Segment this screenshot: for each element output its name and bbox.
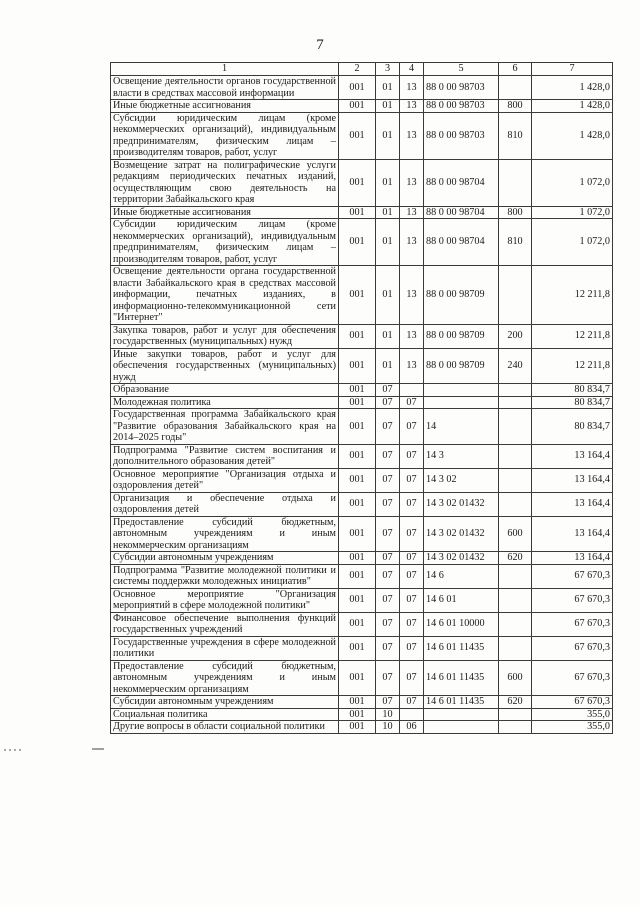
amount-cell: 1 428,0 [532,100,613,113]
amount-cell: 67 670,3 [532,564,613,588]
table-row [111,492,613,516]
target-article-cell [424,721,499,734]
column-header: 5 [424,63,499,76]
code-cell: 001 [339,396,376,409]
section-cell: 07 [376,612,400,636]
target-article-cell: 14 6 01 11435 [424,660,499,696]
target-article-cell: 14 3 02 01432 [424,516,499,552]
code-cell: 001 [339,348,376,384]
target-article-cell: 14 3 02 [424,468,499,492]
expense-type-cell: 800 [499,100,532,113]
table-row [111,396,613,409]
table-row [111,660,613,696]
table-row [111,159,613,206]
expense-type-cell [499,636,532,660]
target-article-cell: 88 0 00 98704 [424,219,499,266]
row-name-cell: Субсидии юридическим лицам (кроме некоммерческих организаций), индивидуальным предпринимателям, физическим лицам – производителям товаров, работ, услуг [111,112,339,159]
table-row [111,266,613,325]
code-cell: 001 [339,708,376,721]
expense-type-cell: 600 [499,516,532,552]
amount-cell: 80 834,7 [532,384,613,397]
code-cell: 001 [339,219,376,266]
amount-cell: 13 164,4 [532,492,613,516]
code-cell: 001 [339,721,376,734]
target-article-cell: 14 6 01 11435 [424,636,499,660]
subsection-cell: 07 [400,552,424,565]
table-row [111,552,613,565]
subsection-cell: 07 [400,516,424,552]
amount-cell: 1 428,0 [532,112,613,159]
subsection-cell: 13 [400,348,424,384]
section-cell: 01 [376,206,400,219]
expense-type-cell: 800 [499,206,532,219]
table-row [111,219,613,266]
code-cell: 001 [339,636,376,660]
amount-cell: 1 072,0 [532,159,613,206]
code-cell: 001 [339,516,376,552]
amount-cell: 12 211,8 [532,348,613,384]
target-article-cell [424,396,499,409]
section-cell: 07 [376,492,400,516]
table-row [111,348,613,384]
row-name-cell: Закупка товаров, работ и услуг для обеспечения государственных (муниципальных) нужд [111,324,339,348]
row-name-cell: Организация и обеспечение отдыха и оздоровления детей [111,492,339,516]
subsection-cell: 06 [400,721,424,734]
target-article-cell: 14 6 [424,564,499,588]
subsection-cell: 07 [400,612,424,636]
target-article-cell: 14 6 01 [424,588,499,612]
section-cell: 07 [376,552,400,565]
table-row [111,76,613,100]
scan-edge-marks [4,738,104,768]
section-cell: 07 [376,384,400,397]
row-name-cell: Финансовое обеспечение выполнения функций государственных учреждений [111,612,339,636]
amount-cell: 67 670,3 [532,636,613,660]
section-cell: 01 [376,348,400,384]
row-name-cell: Государственная программа Забайкальского края "Развитие образования Забайкальского края на 2014–2025 годы" [111,409,339,445]
row-name-cell: Основное мероприятие "Организация мероприятий в сфере молодежной политики" [111,588,339,612]
table-row [111,636,613,660]
section-cell: 07 [376,409,400,445]
table-row [111,696,613,709]
section-cell: 01 [376,266,400,325]
section-cell: 07 [376,660,400,696]
amount-cell: 13 164,4 [532,516,613,552]
section-cell: 07 [376,468,400,492]
expense-type-cell [499,396,532,409]
amount-cell: 67 670,3 [532,588,613,612]
subsection-cell: 07 [400,696,424,709]
row-name-cell: Субсидии автономным учреждениям [111,552,339,565]
code-cell: 001 [339,409,376,445]
expense-type-cell [499,492,532,516]
expense-type-cell [499,588,532,612]
target-article-cell: 88 0 00 98704 [424,159,499,206]
subsection-cell: 07 [400,588,424,612]
row-name-cell: Социальная политика [111,708,339,721]
section-cell: 01 [376,100,400,113]
column-header: 3 [376,63,400,76]
subsection-cell [400,708,424,721]
subsection-cell [400,384,424,397]
subsection-cell: 13 [400,219,424,266]
expense-type-cell: 620 [499,696,532,709]
expense-type-cell: 810 [499,112,532,159]
table-row [111,564,613,588]
table-row [111,588,613,612]
amount-cell: 67 670,3 [532,696,613,709]
amount-cell: 80 834,7 [532,409,613,445]
row-name-cell: Возмещение затрат на полиграфические услуги редакциям периодических печатных изданий, осуществляющим свою деятельность на территории Забайкальского края [111,159,339,206]
column-header: 6 [499,63,532,76]
section-cell: 07 [376,564,400,588]
subsection-cell: 13 [400,76,424,100]
table-row [111,324,613,348]
section-cell: 07 [376,516,400,552]
target-article-cell: 88 0 00 98709 [424,324,499,348]
row-name-cell: Предоставление субсидий бюджетным, автономным учреждениям и иным некоммерческим организациям [111,516,339,552]
expense-type-cell [499,444,532,468]
code-cell: 001 [339,384,376,397]
expense-type-cell [499,76,532,100]
section-cell: 01 [376,159,400,206]
amount-cell: 80 834,7 [532,396,613,409]
code-cell: 001 [339,552,376,565]
expense-type-cell [499,612,532,636]
expense-type-cell: 620 [499,552,532,565]
amount-cell: 67 670,3 [532,660,613,696]
row-name-cell: Государственные учреждения в сфере молодежной политики [111,636,339,660]
subsection-cell: 13 [400,324,424,348]
target-article-cell: 88 0 00 98703 [424,100,499,113]
table-row [111,409,613,445]
code-cell: 001 [339,564,376,588]
code-cell: 001 [339,100,376,113]
row-name-cell: Предоставление субсидий бюджетным, автономным учреждениям и иным некоммерческим организациям [111,660,339,696]
row-name-cell: Иные бюджетные ассигнования [111,206,339,219]
target-article-cell: 88 0 00 98709 [424,348,499,384]
target-article-cell: 14 3 [424,444,499,468]
code-cell: 001 [339,112,376,159]
code-cell: 001 [339,76,376,100]
subsection-cell: 13 [400,159,424,206]
code-cell: 001 [339,324,376,348]
table-row [111,721,613,734]
subsection-cell: 13 [400,266,424,325]
row-name-cell: Субсидии юридическим лицам (кроме некоммерческих организаций), индивидуальным предпринимателям, физическим лицам – производителям товаров, работ, услуг [111,219,339,266]
target-article-cell: 14 3 02 01432 [424,492,499,516]
table-row [111,384,613,397]
code-cell: 001 [339,444,376,468]
row-name-cell: Другие вопросы в области социальной политики [111,721,339,734]
row-name-cell: Подпрограмма "Развитие систем воспитания и дополнительного образования детей" [111,444,339,468]
amount-cell: 67 670,3 [532,612,613,636]
table-row [111,516,613,552]
section-cell: 07 [376,444,400,468]
section-cell: 07 [376,396,400,409]
section-cell: 01 [376,219,400,266]
row-name-cell: Основное мероприятие "Организация отдыха и оздоровления детей" [111,468,339,492]
subsection-cell: 07 [400,660,424,696]
code-cell: 001 [339,468,376,492]
target-article-cell: 14 6 01 10000 [424,612,499,636]
target-article-cell: 14 [424,409,499,445]
expense-type-cell [499,708,532,721]
subsection-cell: 13 [400,100,424,113]
expense-type-cell [499,266,532,325]
table-row [111,444,613,468]
amount-cell: 1 072,0 [532,206,613,219]
expense-type-cell [499,468,532,492]
expense-type-cell: 240 [499,348,532,384]
column-header: 7 [532,63,613,76]
table-row [111,468,613,492]
amount-cell: 12 211,8 [532,266,613,325]
amount-cell: 1 428,0 [532,76,613,100]
subsection-cell: 13 [400,206,424,219]
expense-type-cell [499,409,532,445]
table-row [111,206,613,219]
table-row [111,612,613,636]
amount-cell: 13 164,4 [532,468,613,492]
target-article-cell: 14 3 02 01432 [424,552,499,565]
subsection-cell: 13 [400,112,424,159]
column-header: 2 [339,63,376,76]
section-cell: 07 [376,696,400,709]
amount-cell: 12 211,8 [532,324,613,348]
target-article-cell: 88 0 00 98703 [424,76,499,100]
subsection-cell: 07 [400,468,424,492]
target-article-cell [424,708,499,721]
amount-cell: 13 164,4 [532,444,613,468]
column-header: 4 [400,63,424,76]
row-name-cell: Субсидии автономным учреждениям [111,696,339,709]
section-cell: 07 [376,636,400,660]
subsection-cell: 07 [400,409,424,445]
subsection-cell: 07 [400,636,424,660]
amount-cell: 355,0 [532,708,613,721]
amount-cell: 355,0 [532,721,613,734]
section-cell: 01 [376,324,400,348]
row-name-cell: Освещение деятельности органа государственной власти Забайкальского края в средствах массовой информации, печатных изданиях, в информационно-телекоммуникационной сети "Интернет" [111,266,339,325]
code-cell: 001 [339,206,376,219]
section-cell: 01 [376,76,400,100]
code-cell: 001 [339,660,376,696]
section-cell: 10 [376,708,400,721]
section-cell: 01 [376,112,400,159]
table-header-row [111,63,613,76]
code-cell: 001 [339,588,376,612]
subsection-cell: 07 [400,492,424,516]
section-cell: 10 [376,721,400,734]
expense-type-cell: 810 [499,219,532,266]
subsection-cell: 07 [400,396,424,409]
expense-type-cell [499,159,532,206]
column-header: 1 [111,63,339,76]
table-row [111,100,613,113]
row-name-cell: Подпрограмма "Развитие молодежной политики и системы поддержки молодежных инициатив" [111,564,339,588]
row-name-cell: Образование [111,384,339,397]
target-article-cell [424,384,499,397]
row-name-cell: Освещение деятельности органов государственной власти в средствах массовой информации [111,76,339,100]
code-cell: 001 [339,159,376,206]
expense-type-cell: 600 [499,660,532,696]
subsection-cell: 07 [400,564,424,588]
expense-type-cell: 200 [499,324,532,348]
row-name-cell: Молодежная политика [111,396,339,409]
table-row [111,708,613,721]
target-article-cell: 14 6 01 11435 [424,696,499,709]
expense-type-cell [499,564,532,588]
target-article-cell: 88 0 00 98704 [424,206,499,219]
table-row [111,112,613,159]
expense-type-cell [499,721,532,734]
subsection-cell: 07 [400,444,424,468]
amount-cell: 1 072,0 [532,219,613,266]
code-cell: 001 [339,492,376,516]
amount-cell: 13 164,4 [532,552,613,565]
code-cell: 001 [339,266,376,325]
target-article-cell: 88 0 00 98703 [424,112,499,159]
row-name-cell: Иные бюджетные ассигнования [111,100,339,113]
row-name-cell: Иные закупки товаров, работ и услуг для обеспечения государственных (муниципальных) нужд [111,348,339,384]
target-article-cell: 88 0 00 98709 [424,266,499,325]
budget-table [110,62,613,734]
page-number: 7 [316,37,324,53]
section-cell: 07 [376,588,400,612]
expense-type-cell [499,384,532,397]
code-cell: 001 [339,696,376,709]
code-cell: 001 [339,612,376,636]
